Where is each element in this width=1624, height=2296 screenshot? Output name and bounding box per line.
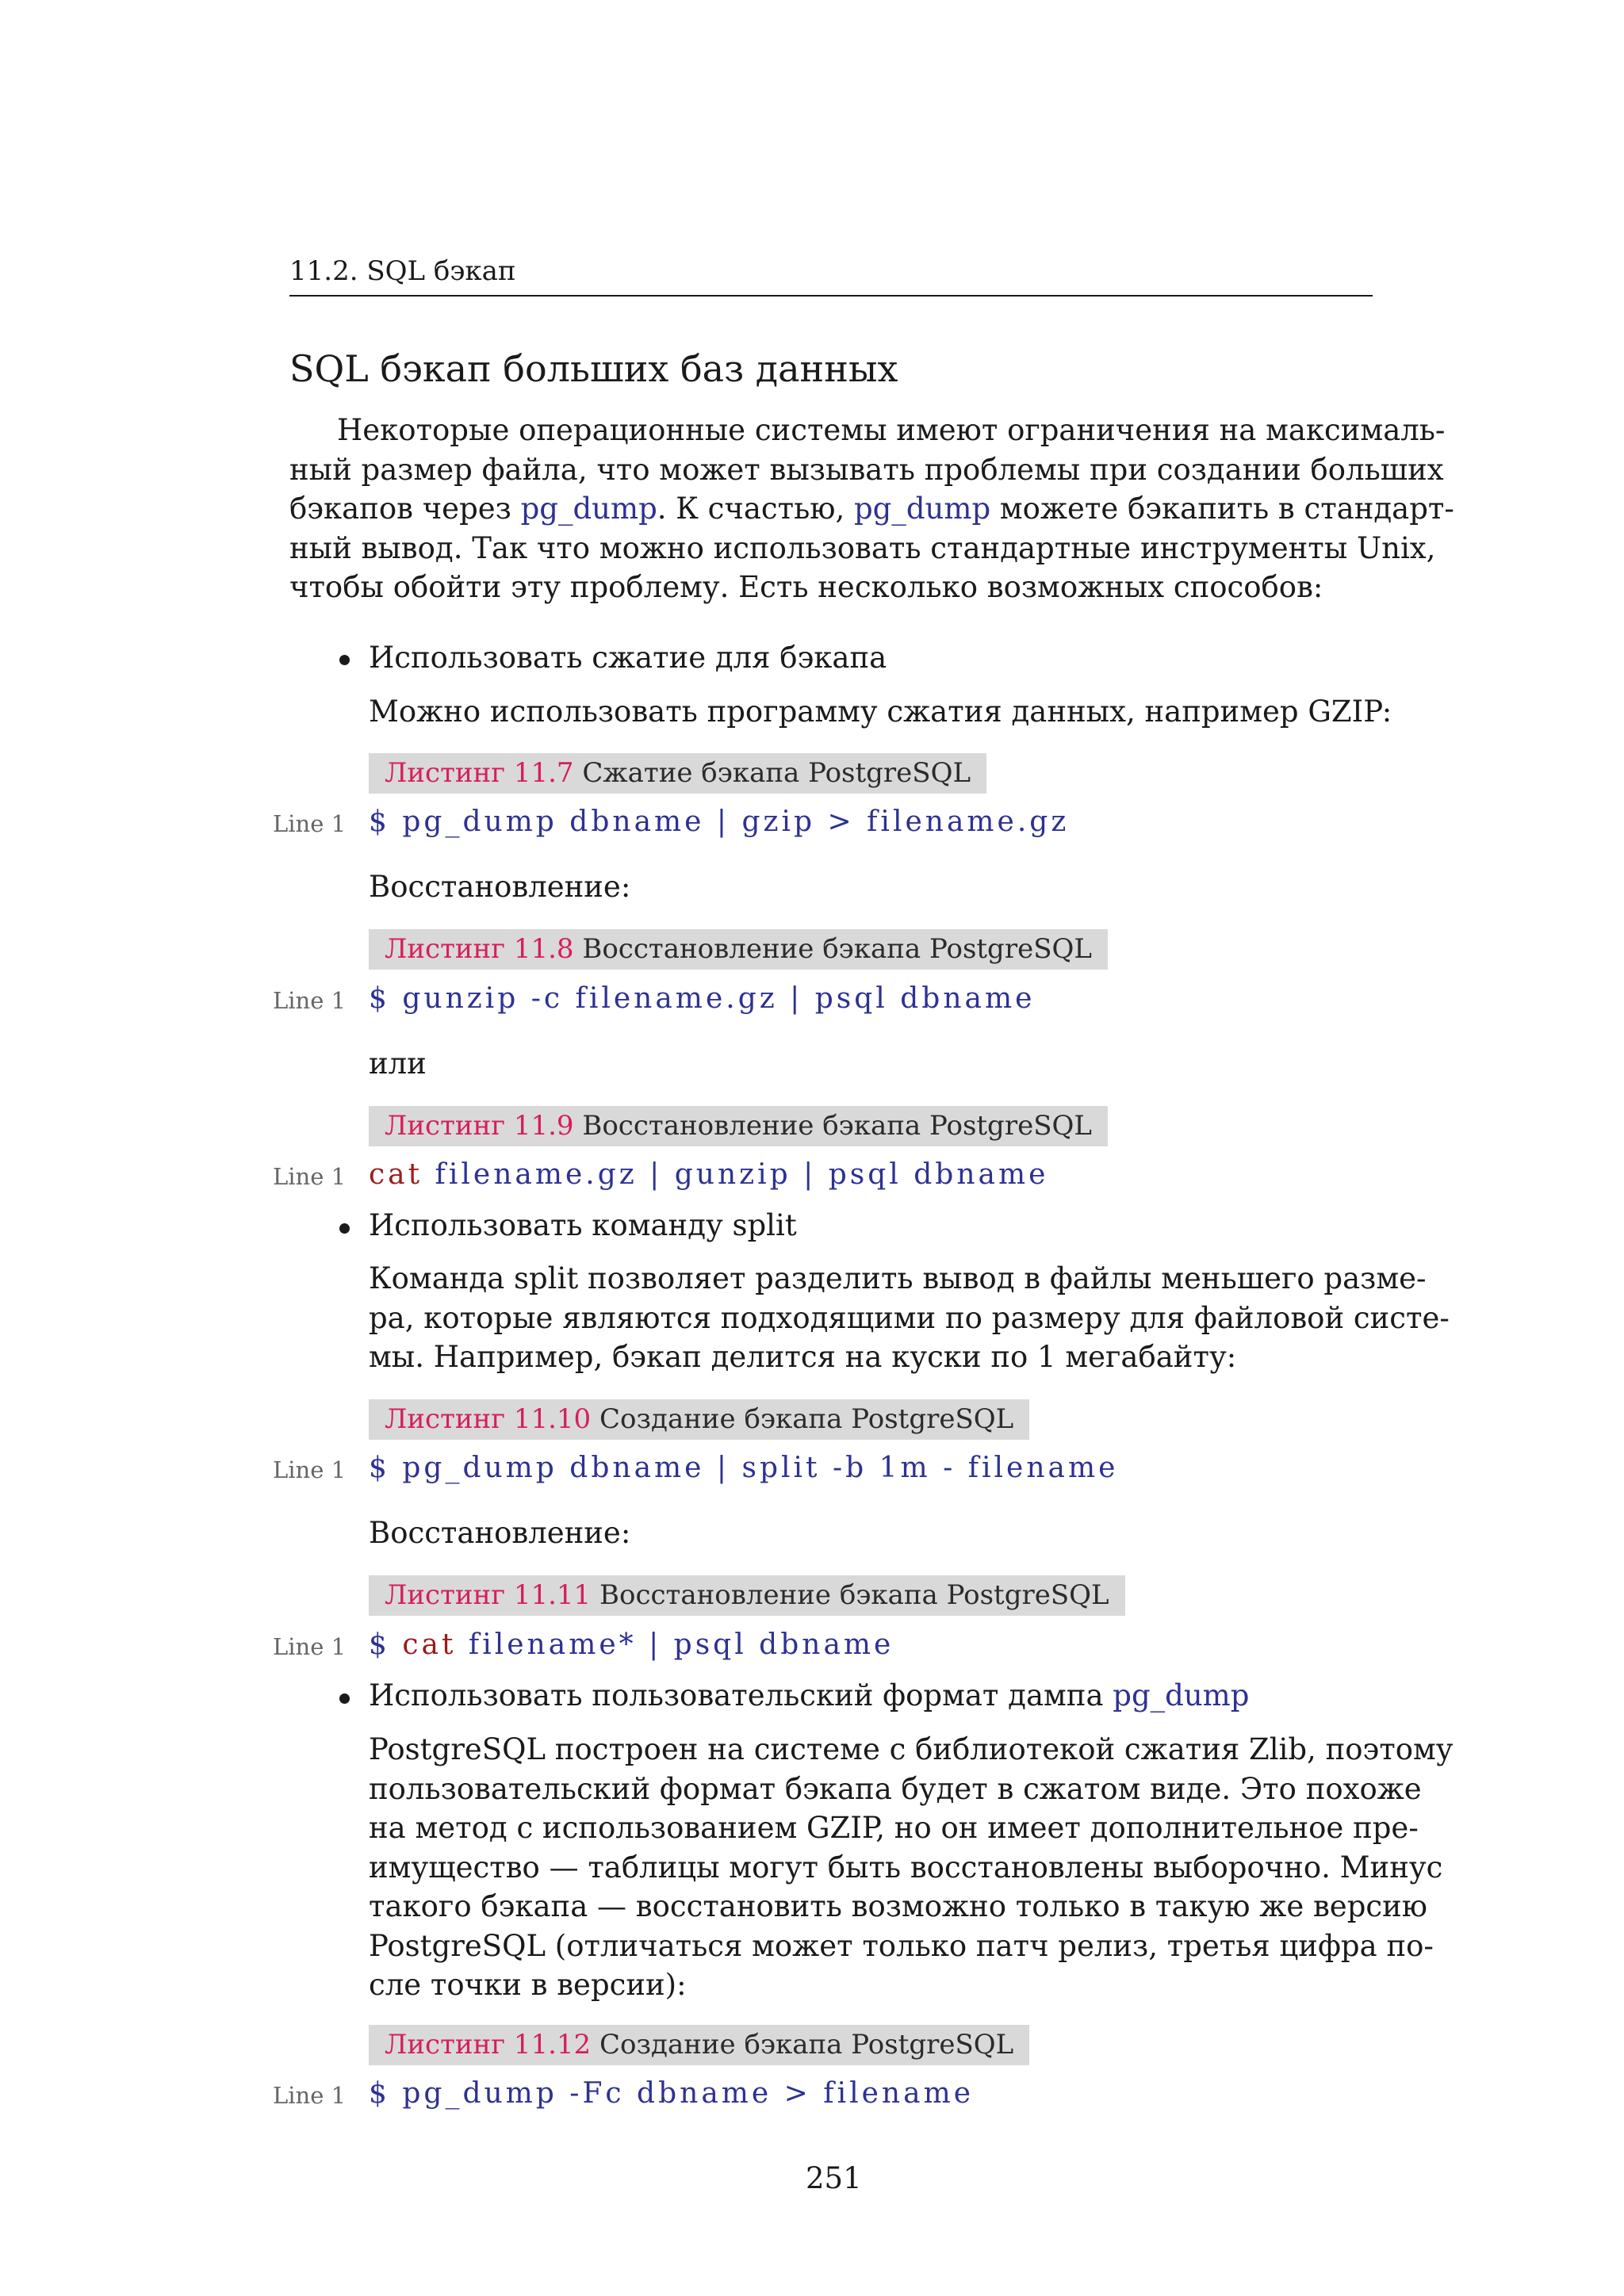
code-line-11-11 <box>369 1628 894 1661</box>
intro-text: можете бэкапить в стандарт- <box>990 492 1454 526</box>
intro-text: бэкапов через <box>289 492 521 526</box>
bullet-2-paragraph <box>369 1259 1450 1377</box>
listing-caption-text: Сжатие бэкапа PostgreSQL <box>582 757 971 789</box>
bullet-3-line-5: такого бэкапа — восстановить возможно только в такую же версию <box>369 1889 1427 1923</box>
bullet-3-line-2: пользовательский формат бэкапа будет в сжатом виде. Это похоже <box>369 1771 1422 1806</box>
subsection-title: SQL бэкап больших баз данных <box>289 347 898 390</box>
listing-label: Листинг 11.11 <box>385 1579 592 1611</box>
bullet-1-title: Использовать сжатие для бэкапа <box>369 641 887 675</box>
code-line-11-7: $ pg_dump dbname | gzip > filename.gz <box>369 806 1070 838</box>
inline-code-pg-dump: pg_dump <box>1113 1678 1250 1712</box>
listing-label: Листинг 11.12 <box>385 2029 592 2061</box>
restore-label: Восстановление: <box>369 1516 631 1550</box>
intro-line-3 <box>289 489 1454 529</box>
listing-caption-11-8 <box>369 929 1108 970</box>
bullet-3-line-3: на метод с использованием GZIP, но он имеет дополнительное пре- <box>369 1811 1419 1845</box>
listing-caption-11-12 <box>369 2025 1029 2065</box>
bullet-2-line-3: мы. Например, бэкап делится на куски по 1 мегабайту: <box>369 1340 1237 1374</box>
inline-code-pg-dump: pg_dump <box>520 492 657 526</box>
bullet-3-line-1: PostgreSQL построен на системе с библиотекой сжатия Zlib, поэтому <box>369 1732 1454 1766</box>
listing-caption-text: Восстановление бэкапа PostgreSQL <box>599 1579 1109 1611</box>
listing-caption-11-11 <box>369 1575 1125 1616</box>
listing-label: Листинг 11.9 <box>385 1110 574 1142</box>
intro-line-1: Некоторые операционные системы имеют ограничения на максималь- <box>337 413 1446 447</box>
line-number: Line 1 <box>273 1456 347 1483</box>
bullet-dot <box>339 1223 350 1234</box>
bullet-3-title-text: Использовать пользовательский формат дампа <box>369 1678 1113 1712</box>
code-text: filename* | psql dbname <box>456 1628 894 1661</box>
bullet-3-title <box>369 1678 1249 1712</box>
inline-code-pg-dump: pg_dump <box>853 492 991 526</box>
bullet-dot <box>339 1693 350 1704</box>
intro-line-4: ный вывод. Так что можно использовать стандартные инструменты Unix, <box>289 530 1436 565</box>
line-number: Line 1 <box>273 810 347 837</box>
header-rule <box>289 295 1373 297</box>
listing-label: Листинг 11.7 <box>385 757 574 789</box>
code-line-11-8: $ gunzip -c filename.gz | psql dbname <box>369 982 1036 1015</box>
listing-caption-text: Создание бэкапа PostgreSQL <box>599 1403 1014 1435</box>
restore-label: Восстановление: <box>369 870 631 904</box>
code-line-11-10: $ pg_dump dbname | split -b 1m - filename <box>369 1452 1119 1484</box>
bullet-2-line-1: Команда split позволяет разделить вывод в файлы меньшего разме- <box>369 1261 1427 1295</box>
line-number: Line 1 <box>273 987 347 1014</box>
listing-caption-11-7 <box>369 753 986 794</box>
listing-label: Листинг 11.8 <box>385 933 574 965</box>
listing-caption-text: Создание бэкапа PostgreSQL <box>599 2029 1014 2061</box>
listing-label: Листинг 11.10 <box>385 1403 592 1435</box>
intro-paragraph <box>289 411 1454 607</box>
page-number: 251 <box>806 2161 862 2195</box>
code-command: cat <box>369 1158 423 1191</box>
listing-caption-11-9 <box>369 1106 1108 1146</box>
listing-caption-text: Восстановление бэкапа PostgreSQL <box>582 933 1092 965</box>
intro-text: . К счастью, <box>657 492 854 526</box>
bullet-1-text: Можно использовать программу сжатия данных, например GZIP: <box>369 695 1392 729</box>
bullet-2-title: Использовать команду split <box>369 1208 797 1242</box>
bullet-3-paragraph <box>369 1730 1454 2005</box>
code-line-11-12: $ pg_dump -Fc dbname > filename <box>369 2077 975 2110</box>
bullet-3-line-4: имущество — таблицы могут быть восстановлены выборочно. Минус <box>369 1850 1443 1885</box>
intro-line-5: чтобы обойти эту проблему. Есть несколько возможных способов: <box>289 570 1323 604</box>
listing-caption-11-10 <box>369 1399 1029 1440</box>
intro-line-2: ный размер файла, что может вызывать проблемы при создании больших <box>289 452 1444 487</box>
line-number: Line 1 <box>273 1633 347 1660</box>
line-number: Line 1 <box>273 1163 347 1190</box>
bullet-3-line-6: PostgreSQL (отличаться может только патч релиз, третья цифра по- <box>369 1928 1434 1963</box>
code-text: filename.gz | gunzip | psql dbname <box>423 1158 1049 1191</box>
bullet-dot <box>339 655 350 665</box>
code-line-11-9 <box>369 1158 1048 1191</box>
bullet-3-line-7: сле точки в версии): <box>369 1968 687 2002</box>
line-number: Line 1 <box>273 2082 347 2109</box>
or-label: или <box>369 1047 427 1081</box>
code-prompt: $ <box>369 1628 403 1661</box>
code-command: cat <box>402 1628 457 1661</box>
running-head: 11.2. SQL бэкап <box>289 255 516 287</box>
listing-caption-text: Восстановление бэкапа PostgreSQL <box>582 1110 1092 1142</box>
bullet-2-line-2: ра, которые являются подходящими по размеру для файловой систе- <box>369 1300 1450 1335</box>
